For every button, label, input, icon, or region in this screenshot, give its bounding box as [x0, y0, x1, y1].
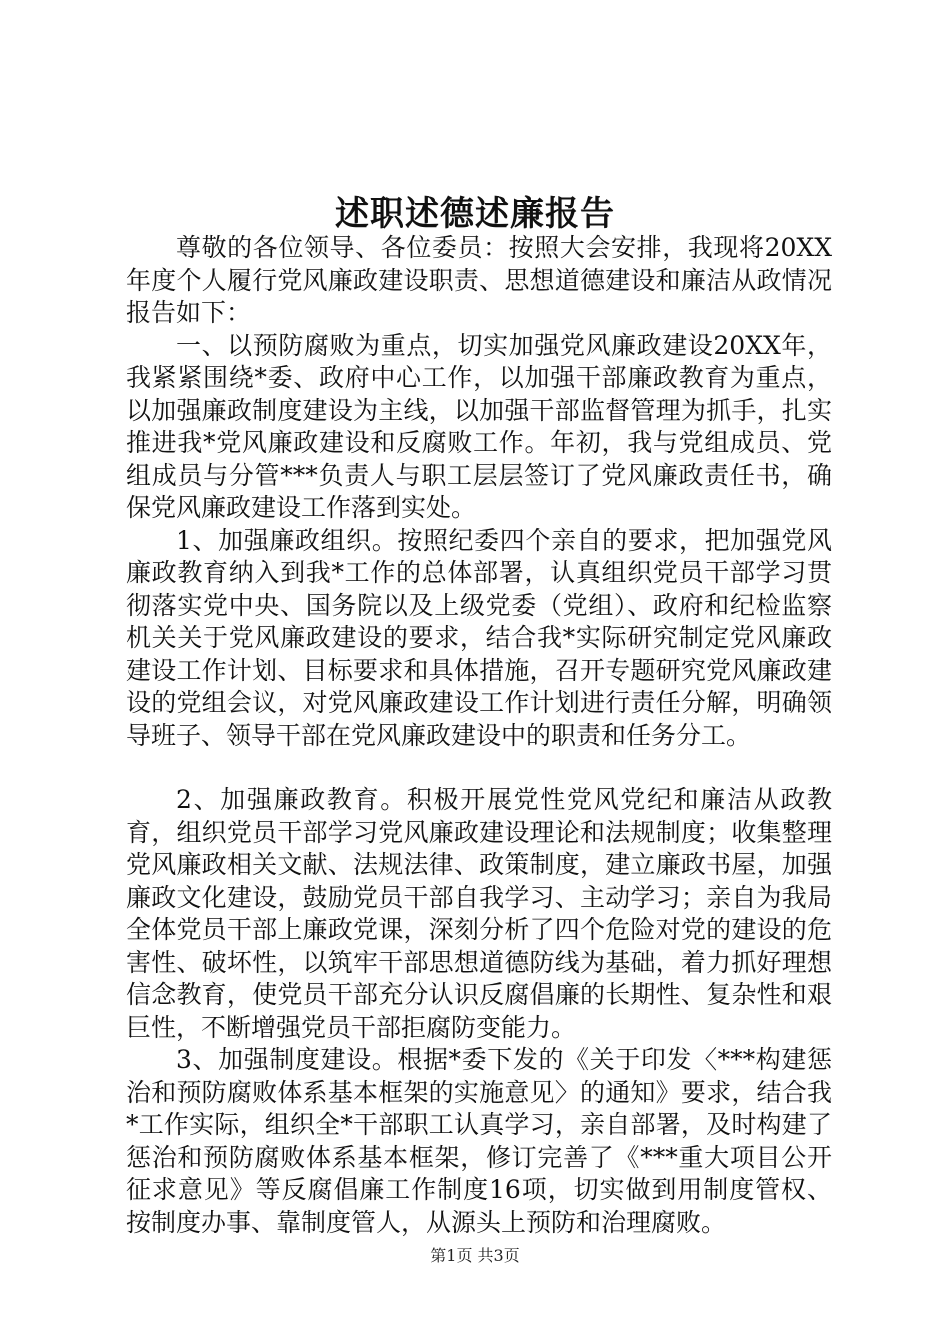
paragraph-greeting: 尊敬的各位领导、各位委员：按照大会安排，我现将20XX年度个人履行党风廉政建设职责、思想道德建设和廉洁从政情况报告如下： [126, 233, 832, 327]
paragraph-item-2: 2、加强廉政教育。积极开展党性党风党纪和廉洁从政教育，组织党员干部学习党风廉政建设理论和法规制度；收集整理党风廉政相关文献、法规法律、政策制度，建立廉政书屋，加强廉政文化建设，鼓励党员干部自我学习、主动学习；亲自为我局全体党员干部上廉政党课，深刻分析了四个危险对党的建设的危害性、破坏性，以筑牢干部思想道德防线为基础，着力抓好理想信念教育，使党员干部充分认识反腐倡廉的长期性、复杂性和艰巨性，不断增强党员干部拒腐防变能力。 [126, 785, 832, 1042]
paragraph-item-1: 1、加强廉政组织。按照纪委四个亲自的要求，把加强党风廉政教育纳入到我*工作的总体部署，认真组织党员干部学习贯彻落实党中央、国务院以及上级党委（党组）、政府和纪检监察机关关于党风廉政建设的要求，结合我*实际研究制定党风廉政建设工作计划、目标要求和具体措施，召开专题研究党风廉政建设的党组会议，对党风廉政建设工作计划进行责任分解，明确领导班子、领导干部在党风廉政建设中的职责和任务分工。 [126, 525, 832, 750]
document-title: 述职述德述廉报告 [335, 194, 615, 234]
paragraph-section-1: 一、以预防腐败为重点，切实加强党风廉政建设20XX年，我紧紧围绕*委、政府中心工作，以加强干部廉政教育为重点，以加强廉政制度建设为主线，以加强干部监督管理为抓手，扎实推进我*党风廉政建设和反腐败工作。年初，我与党组成员、党组成员与分管***负责人与职工层层签订了党风廉政责任书，确保党风廉政建设工作落到实处。 [126, 330, 832, 522]
page-number-footer: 第1页 共3页 [430, 1246, 520, 1265]
document-body [126, 232, 832, 1239]
paragraph-item-3: 3、加强制度建设。根据*委下发的《关于印发〈***构建惩治和预防腐败体系基本框架的实施意见〉的通知》要求，结合我*工作实际，组织全*干部职工认真学习，亲自部署，及时构建了惩治和预防腐败体系基本框架，修订完善了《***重大项目公开征求意见》等反腐倡廉工作制度16项，切实做到用制度管权、按制度办事、靠制度管人，从源头上预防和治理腐败。 [126, 1045, 832, 1237]
